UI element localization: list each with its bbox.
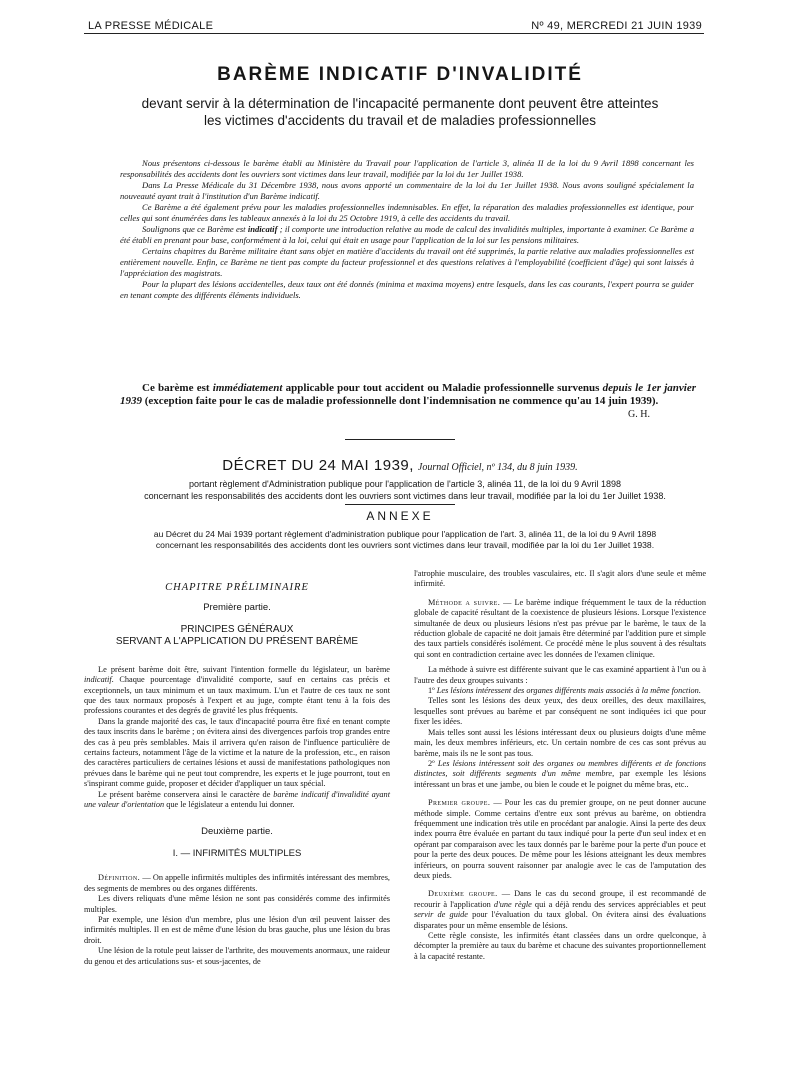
note-emphasis: depuis le 1er janvier 1939	[120, 382, 696, 407]
applicability-note	[120, 382, 696, 408]
paragraph-label: Méthode a suivre.	[428, 597, 501, 607]
section-heading: I. — INFIRMITÉS MULTIPLES	[172, 847, 302, 859]
section-heading-line: PRINCIPES GÉNÉRAUX	[180, 623, 294, 635]
note-text: Ce barème est	[142, 382, 213, 394]
body-paragraph: Par exemple, une lésion d'un membre, plus une lésion d'un œil peuvent laisser des infirmités multiples. Il en est de même d'une lésion du bras gauche, plus une lésion du bras droit.	[84, 914, 390, 945]
decree-subtitle-line: portant règlement d'Administration publique pour l'application de l'article 3, alinéa 11, de la loi du 9 Avril 1898	[188, 479, 622, 489]
decree-subtitle-line: concernant les responsabilités des accidents dont les ouvriers sont victimes dans leur travail, modifiée par la loi du 1er Juillet 1938.	[144, 491, 666, 501]
intro-text: ; il comporte une introduction relative au mode de calcul des invalidités multiples, importante à examiner. Ce Barème a été établi en prenant pour base, conformément à la loi, celui qui était en usage pour l'application de la loi sur les pensions militaires.	[120, 224, 695, 245]
note-text: (exception faite pour le cas de maladie professionnelle dont l'indemnisation ne commence qu'au 14 juin 1939).	[142, 395, 659, 407]
spacer	[414, 881, 706, 889]
subtitle-line-1: devant servir à la détermination de l'incapacité permanente dont peuvent être atteintes	[141, 96, 659, 111]
body-paragraph: Une lésion de la rotule peut laisser de l'arthrite, des mouvements anormaux, une raideur du genou et des articulations sus- et sous-jacentes, de	[84, 946, 390, 966]
intro-paragraph: Nous présentons ci-dessous le barème établi au Ministère du Travail pour l'application de l'article 3, alinéa II de la loi du 9 Avril 1898 concernant les responsabilités des accidents dont les ouvriers sont victimes dans leur travail, modifiée par la loi du 1er Juillet 1938.	[120, 158, 694, 179]
separator-rule	[345, 504, 455, 505]
body-paragraph	[414, 598, 706, 660]
running-header-left: LA PRESSE MÉDICALE	[88, 20, 214, 32]
body-paragraph	[84, 873, 390, 894]
body-text: pour l'évaluation du taux global. On évitera ainsi des évaluations disparates pour un même ensemble de lésions.	[414, 910, 706, 930]
header-rule	[84, 33, 704, 34]
intro-paragraph: Certains chapitres du Barème militaire étant sans objet en matière d'accidents du travail ont été supprimés, la partie relative aux maladies professionnelles est entièrement nouvelle. Enfin, ce Barème ne tient pas compte du facteur professionnel et des questions relatives à l'employabilité (coefficient d'âge) qui sont laissés à l'appréciation des magistrats.	[120, 246, 694, 278]
body-paragraph	[414, 798, 706, 881]
intro-paragraph: Pour la plupart des lésions accidentelles, deux taux ont été donnés (minima et maxima moyens) entre lesquels, dans les cas courants, l'expert pourra se guider en tenant compte des différents éléments individuels.	[120, 279, 694, 300]
intro-paragraph: Ce Barème a été également prévu pour les maladies professionnelles indemnisables. En effet, la réparation des maladies professionnelles est identique, pour celles qui sont énumérées dans les tableaux annexés à la loi du 25 Octobre 1919, à celle des accidents du travail.	[120, 202, 694, 223]
part-heading: Première partie.	[203, 602, 271, 614]
subtitle-line-2: les victimes d'accidents du travail et de maladies professionnelles	[203, 113, 597, 128]
body-text: — Pour les cas du premier groupe, on ne peut donner aucune méthode simple. Comme certains d'entre eux sont prévus au barème, on obtiendra fréquemment une indication très utile en procédant par analogie. Ainsi la perte des deux index pourra être évaluée en partant du taux indiqué pour la perte d'un seul index et en opérant par comparaison avec les taux donnés par le barème pour la perte d'un pouce et pour la perte des deux pouces. De même pour les lésions atteignant les deux membres inférieurs, on pourra souvent raisonner par analogie avec le cas de l'amputation des deux pieds.	[414, 798, 707, 880]
body-text: — On appelle infirmités multiples des infirmités intéressant des membres, des segments de membres ou des organes différents.	[84, 873, 390, 893]
body-paragraph	[414, 889, 706, 931]
body-paragraph: Les divers reliquats d'une même lésion ne sont pas considérés comme des infirmités multiples.	[84, 894, 390, 914]
body-emphasis: indicatif	[84, 675, 112, 685]
intro-emphasis: indicatif	[247, 224, 278, 234]
decree-heading	[0, 457, 800, 475]
body-paragraph	[84, 790, 390, 811]
list-number: 1º	[428, 686, 437, 696]
note-text: applicable pour tout accident ou Maladie professionnelle survenus	[282, 382, 603, 394]
spacer	[414, 790, 706, 798]
separator-rule	[345, 439, 455, 440]
annex-title: ANNEXE	[366, 509, 434, 523]
body-paragraph: Dans la grande majorité des cas, le taux d'incapacité pourra être fixé en tenant compte des taux inscrits dans le barème ; on évitera ainsi des divergences parfois trop grandes entre des cas à peu près semblables. Mais il arrivera qu'en raison de l'influence particulière de certains facteurs, notamment l'âge de la victime et la nature de la profession, etc., en raison des caractères particuliers de certaines lésions et aussi de manifestations pathologiques non prévues dans le barème qui ne peut tout comprendre, les experts et le juge pourront, tout en s'inspirant comme guide, proposer et décider d'appliquer un taux spécial.	[84, 716, 390, 789]
body-text: Le présent barème doit être, suivant l'intention formelle du législateur, un barème	[98, 664, 390, 674]
body-emphasis: barème indicatif d'invalidité ayant une valeur d'orientation	[84, 789, 390, 810]
left-column	[84, 580, 390, 967]
annex-subtitle	[110, 529, 700, 551]
editor-signature: G. H.	[628, 409, 650, 420]
body-paragraph: Cette règle consiste, les infirmités étant classées dans un ordre quelconque, à décompter la première au taux du barème et chacune des suivantes proportionnellement à la capacité restante.	[414, 931, 706, 961]
intro-paragraph	[120, 224, 694, 246]
body-text: Le présent barème conservera ainsi le caractère de	[98, 789, 274, 799]
annex-subtitle-line: au Décret du 24 Mai 1939 portant règlement d'administration publique pour l'application de l'art. 3, alinéa 11, de la loi du 9 Avril 1898	[153, 529, 657, 539]
body-paragraph: l'atrophie musculaire, des troubles vasculaires, etc. Il s'agit alors d'une seule et même infirmité.	[414, 569, 706, 589]
paragraph-label: Deuxième groupe.	[428, 889, 498, 899]
section-heading-line: SERVANT A L'APPLICATION DU PRÉSENT BARÈME	[115, 636, 359, 648]
body-paragraph: Telles sont les lésions des deux yeux, des deux oreilles, des deux maxillaires, lesquelles sont prévues au barème et par conséquent ne sont indiquées ici que pour fixer les idées.	[414, 696, 706, 727]
decree-title: DÉCRET DU 24 MAI 1939,	[222, 457, 414, 474]
list-number: 2º	[428, 758, 438, 768]
body-emphasis: Les lésions intéressent des organes différents mais associés à la même fonction.	[436, 686, 701, 696]
intro-text: Soulignons que ce Barème est	[142, 224, 248, 234]
body-emphasis: servir de guide	[414, 910, 468, 920]
right-column	[414, 569, 706, 962]
paragraph-label: Définition.	[98, 873, 141, 883]
editorial-introduction	[120, 158, 694, 301]
page-title: BARÈME INDICATIF D'INVALIDITÉ	[217, 64, 583, 85]
section-heading	[84, 624, 390, 649]
decree-reference: Journal Officiel, nº 134, du 8 juin 1939.	[417, 462, 578, 473]
body-emphasis: Les lésions intéressent soit des organes ou membres différents et de fonctions distinctes, soit différents segments d'un même membre	[414, 758, 706, 779]
part-heading: Deuxième partie.	[201, 825, 273, 837]
page-subtitle	[100, 95, 700, 129]
spacer	[414, 590, 706, 598]
body-text: que le législateur a entendu lui donner.	[164, 800, 295, 810]
body-paragraph	[414, 686, 706, 696]
paragraph-label: Premier groupe.	[428, 798, 491, 808]
chapter-heading: CHAPITRE PRÉLIMINAIRE	[165, 582, 309, 593]
body-paragraph: Mais telles sont aussi les lésions intéressant deux ou plusieurs doigts d'une même main, les deux membres inférieurs, etc. Un certain nombre de ces cas sont prévus au barème, mais ils ne le sont pas tous.	[414, 727, 706, 758]
note-emphasis: immédiatement	[212, 382, 283, 394]
body-paragraph: La méthode à suivre est différente suivant que le cas examiné appartient à l'un ou à l'autre des deux groupes suivants :	[414, 665, 706, 685]
annex-subtitle-line: concernant les responsabilités des accidents dont les ouvriers sont victimes dans leur travail, modifiée par la loi du 1er Juillet 1938.	[155, 540, 655, 550]
running-header-right: Nº 49, MERCREDI 21 JUIN 1939	[531, 20, 702, 32]
body-text: . Chaque pourcentage d'invalidité comporte, sauf en certains cas précis et exceptionnels, un taux minimum et un taux maximum. L'un et l'autre de ces taux ne sont que des taux normaux proposés à l'expert et au juge, compte étant tenu à la fois des professions courantes et des degrés de gravité les plus fréquents.	[84, 675, 390, 716]
intro-paragraph: Dans La Presse Médicale du 31 Décembre 1938, nous avons apporté un commentaire de la loi du 1er Juillet 1938. Nous avons souligné spécialement la nouveauté ayant trait à l'institution d'un Barème indicatif.	[120, 180, 694, 201]
body-text: — Le barème indique fréquemment le taux de la réduction globale de capacité résultant de la coexistence de plusieurs lésions. Lorsque l'existence simultanée de deux ou plusieurs lésions n'est pas prévue par le barème, le taux de la réduction globale de capacité ne doit jamais être déterminé par l'addition pure et simple des taux partiels considérés isolément. Ce procédé mène le plus souvent à des résultats qui sont en contradiction certaine avec les données de l'examen clinique.	[414, 597, 706, 659]
body-text: — Dans le cas du second groupe, il est recommandé de recourir à l'application	[414, 889, 706, 909]
body-paragraph	[84, 665, 390, 717]
body-text: , par exemple les lésions intéressant un bras et une jambe, ou bien le coude et le poignet du même bras, etc..	[414, 769, 706, 789]
body-paragraph	[414, 759, 706, 790]
decree-subtitle	[120, 478, 690, 502]
body-emphasis: d'une règle	[493, 899, 532, 909]
body-text: qui a déjà rendu des services appréciables et peut	[531, 899, 706, 909]
